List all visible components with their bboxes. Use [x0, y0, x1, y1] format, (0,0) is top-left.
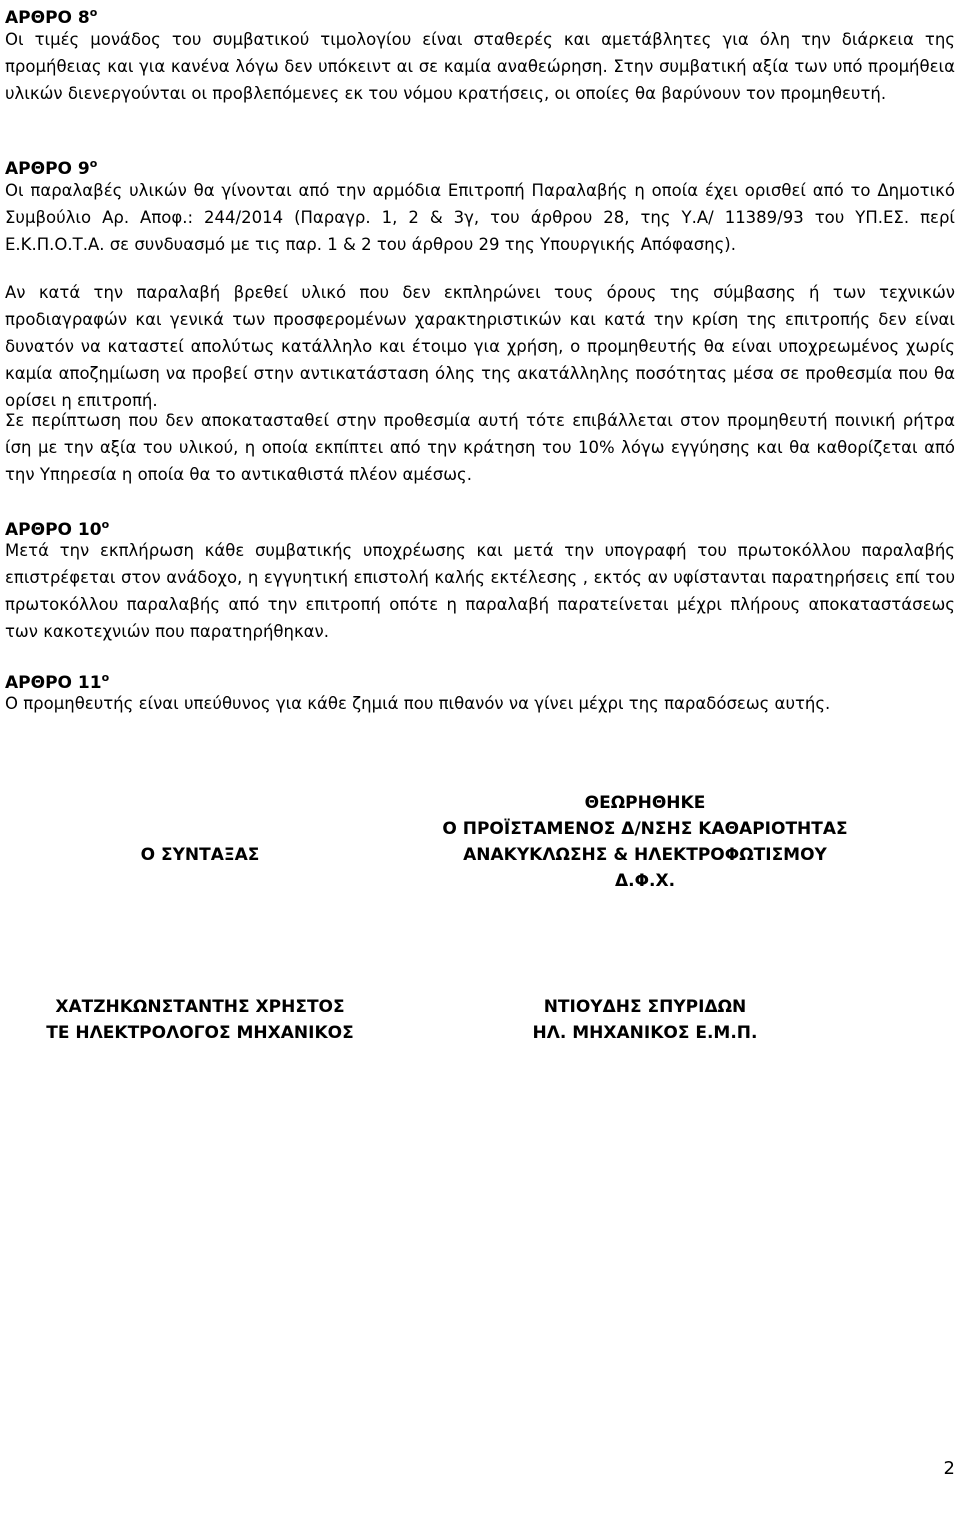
signature-right-title-block [385, 790, 905, 894]
article-9-paragraph-3: Σε περίπτωση που δεν αποκατασταθεί στην προθεσμία αυτή τότε επιβάλλεται στον προμηθευτή ποινική ρήτρα ίση με την αξία του υλικού, η οποία εκπίπτει από την κράτηση του 10% λόγω εγγύησης και θα καθορίζεται από την Υπηρεσία η οποία θα το αντικαθιστά πλέον αμέσως. [5, 411, 955, 484]
signature-left-title: Ο ΣΥΝΤΑΞΑΣ [140, 845, 260, 865]
article-8-heading: ΑΡΘΡΟ $8^o$ [5, 6, 98, 28]
page-number: 2 [943, 1458, 955, 1479]
article-11-heading: ΑΡΘΡΟ $11^o$ [5, 671, 110, 693]
article-10-heading: ΑΡΘΡΟ $10^o$ [5, 518, 110, 540]
signature-left-name: ΧΑΤΖΗΚΩΝΣΤΑΝΤΗΣ ΧΡΗΣΤΟΣ [55, 997, 345, 1017]
signature-right-title-line-1: ΘΕΩΡΗΘΗΚΕ [584, 793, 706, 813]
article-9-heading: ΑΡΘΡΟ $9^o$ [5, 157, 98, 179]
article-8-paragraph: Οι τιμές μονάδος του συμβατικού τιμολογίου είναι σταθερές και αμετάβλητες για όλη την διάρκεια της προμήθειας και για κανένα λόγω δεν υπόκειντ αι σε καμία αναθεώρηση. Στην συμβατική αξία των υπό προμήθεια υλικών διενεργούνται οι προβλεπόμενες εκ του νόμου κρατήσεις, οι οποίες θα βαρύνουν τον προμηθευτή. [5, 30, 955, 103]
signature-right-title-line-2: Ο ΠΡΟΪΣΤΑΜΕΝΟΣ Δ/ΝΣΗΣ ΚΑΘΑΡΙΟΤΗΤΑΣ [442, 819, 848, 839]
signature-left-block [0, 994, 400, 1046]
signature-right-role: ΗΛ. ΜΗΧΑΝΙΚΟΣ Ε.Μ.Π. [532, 1023, 758, 1043]
signature-right-name: ΝΤΙΟΥΔΗΣ ΣΠΥΡΙΔΩΝ [543, 997, 747, 1017]
signature-left-role: ΤΕ ΗΛΕΚΤΡΟΛΟΓΟΣ ΜΗΧΑΝΙΚΟΣ [46, 1023, 354, 1043]
article-10-paragraph: Μετά την εκπλήρωση κάθε συμβατικής υποχρέωσης και μετά την υπογραφή του πρωτοκόλλου παραλαβής επιστρέφεται στον ανάδοχο, η εγγυητική επιστολή καλής εκτέλεσης , εκτός αν υφίστανται παρατηρήσεις επί του πρωτοκόλλου παραλαβής από την επιτροπή οπότε η παραλαβή παρατείνεται μέχρι πλήρους αποκαταστάσεως των κακοτεχνιών που παρατηρήθηκαν. [5, 541, 955, 641]
signature-right-block [445, 994, 845, 1046]
article-11-paragraph: Ο προμηθευτής είναι υπεύθυνος για κάθε ζημιά που πιθανόν να γίνει μέχρι της παραδόσεως αυτής. [5, 694, 831, 713]
article-9-paragraph-2: Αν κατά την παραλαβή βρεθεί υλικό που δεν εκπληρώνει τους όρους της σύμβασης ή των τεχνικών προδιαγραφών και γενικά των προσφερομένων χαρακτηριστικών και κατά την κρίση της επιτροπής δεν είναι δυνατόν να καταστεί απολύτως κατάλληλο και έτοιμο για χρήση, ο προμηθευτής θα είναι υποχρεωμένος χωρίς καμία αποζημίωση να προβεί στην αντικατάσταση όλης της ακατάλληλης ποσότητας μέσα σε προθεσμία που θα ορίσει η επιτροπή. [5, 283, 955, 410]
signature-right-title-line-3: ΑΝΑΚΥΚΛΩΣΗΣ & ΗΛΕΚΤΡΟΦΩΤΙΣΜΟΥ [463, 845, 827, 865]
signature-right-title-line-4: Δ.Φ.Χ. [614, 871, 676, 891]
article-9-paragraph-1: Οι παραλαβές υλικών θα γίνονται από την αρμόδια Επιτροπή Παραλαβής η οποία έχει ορισθεί από το Δημοτικό Συμβούλιο Αρ. Αποφ.: 244/2014 (Παραγρ. 1, 2 & 3γ, του άρθρου 28, της Υ.Α/ 11389/93 του ΥΠ.ΕΣ. περί Ε.Κ.Π.Ο.Τ.Α. σε συνδυασμό με τις παρ. 1 & 2 του άρθρου 29 της Υπουργικής Απόφασης). [5, 181, 955, 254]
